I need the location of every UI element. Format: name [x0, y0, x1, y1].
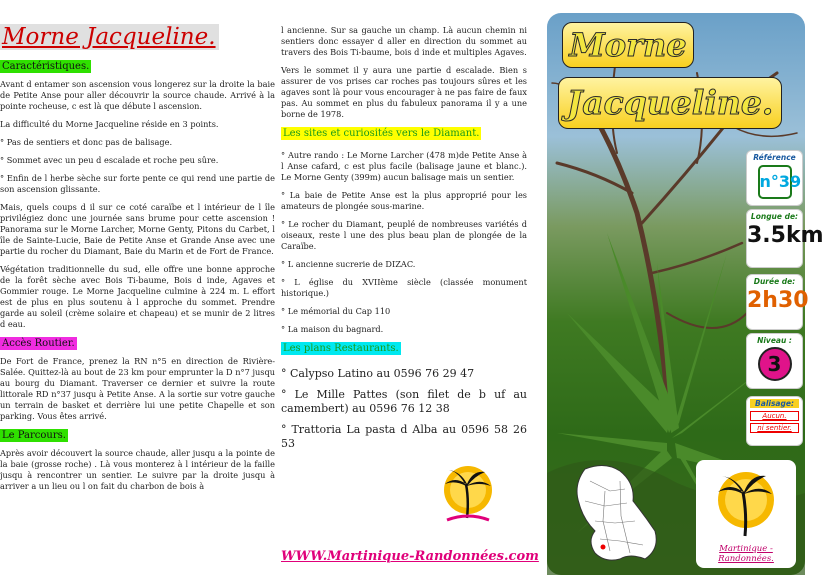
- list-item: ° L ancienne sucrerie de DIZAC.: [281, 259, 416, 269]
- palm-logo-icon: [433, 460, 503, 530]
- page-title: Morne Jacqueline.: [0, 24, 219, 50]
- paragraph: Végétation traditionnelle du sud, elle offre une bonne approche de la forêt sèche avec Bois Ti-baume, Bois d inde, Agaves et Gommier rouge. Le Morne Jacqueline culmine à 224 m. L effort est de plus en plus soutenu à l approche du sommet. Prendre garde au soleil (crème solaire et chapeau) et se munir de 2 litres d eau.: [0, 264, 275, 329]
- paragraph: ° Pas de sentiers et donc pas de balisage.: [0, 137, 173, 147]
- restaurant-item: ° Le Mille Pattes (son filet de b uf au camembert) au 0596 76 12 38: [281, 388, 527, 415]
- balisage-card: [746, 396, 803, 446]
- left-column: [0, 0, 275, 499]
- duration-card: [746, 274, 809, 330]
- heading-parcours: Le Parcours.: [2, 430, 66, 441]
- list-item: ° La baie de Petite Anse est la plus approprié pour les amateurs de plongée sous-marine.: [281, 190, 527, 211]
- list-item: ° La maison du bagnard.: [281, 324, 384, 334]
- reference-label: Référence: [753, 153, 796, 162]
- paragraph: Mais, quels coups d il sur ce coté caraïbe et l intérieur de l île privilégiez donc une journée sans brume pour cette ascension ! Panorama sur le Morne Larcher, Morne Genty, Pitons du Carbet, l île de Sainte-Lucie, Baie de Petite Anse et Grande Anse avec une partie du rocher du Diamant, Baie du Marin et de Fort de France.: [0, 202, 275, 256]
- heading-restaurants: Les plans Restaurants.: [283, 343, 399, 354]
- website-link[interactable]: WWW.Martinique-Randonnées.com: [281, 549, 539, 564]
- level-card: [746, 333, 803, 389]
- paragraph: Vers le sommet il y aura une partie d escalade. Bien s assurer de vos prises car roches pas toujours sûres et les agaves sont là pour vous encourager à ne pas faire de faux pas. Au sommet en plus du fabuleux panorama il y a une borne de 1978.: [281, 65, 527, 119]
- list-item: ° L église du XVIIème siècle (classée monument historique.): [281, 277, 527, 298]
- middle-column: [281, 0, 527, 458]
- logo-caption: Martinique - Randonnées.: [718, 544, 774, 564]
- list-item: ° Autre rando : Le Morne Larcher (478 m)de Petite Anse à l Anse cafard, c est plus facile (balisage jaune et blanc.). Le Morne Genty (399m) aucun balisage mais un sentier.: [281, 150, 527, 182]
- heading-sites: Les sites et curiosités vers le Diamant.: [283, 128, 480, 139]
- duration-label: Durée de:: [753, 277, 796, 286]
- paragraph: Après avoir découvert la source chaude, aller jusqu a la pointe de la baie (grosse roche) . Là vous monterez à l intérieur de la faille jusqu à rencontrer un sentier. Le suivre par la droite jusqu à arriver a un lieu ou l on fait du charbon de bois à: [0, 448, 275, 491]
- paragraph: La difficulté du Morne Jacqueline réside en 3 points.: [0, 119, 219, 129]
- balisage-value: Aucun.: [750, 411, 799, 421]
- restaurant-item: ° Trattoria La pasta d Alba au 0596 58 26 53: [281, 423, 527, 450]
- cover-title-line1: Morne: [562, 22, 694, 68]
- length-value: 3.5km: [747, 223, 824, 248]
- cover-title-line2: Jacqueline.: [558, 77, 782, 129]
- heading-caracteristiques: Caractéristiques.: [2, 61, 90, 72]
- martinique-randonnees-logo: [696, 460, 796, 568]
- palm-logo-icon: [696, 460, 796, 550]
- level-label: Niveau :: [757, 336, 792, 345]
- heading-acces-routier: Accès Routier.: [2, 338, 75, 349]
- length-card: [746, 209, 824, 268]
- list-item: ° Le rocher du Diamant, peuplé de nombreuses variétés d oiseaux, reste l une des plus beau plan de plongée de la Caraïbe.: [281, 219, 527, 251]
- paragraph: l ancienne. Sur sa gauche un champ. Là aucun chemin ni sentiers donc essayer d aller en direction du sommet au travers des Bois Ti-baume, bois d inde et multiples Agaves.: [281, 25, 527, 57]
- balisage-label: Balisage:: [750, 399, 799, 408]
- balisage-value: ni sentier.: [750, 423, 799, 433]
- duration-value: 2h30: [747, 288, 809, 313]
- reference-value: n°39: [758, 165, 792, 199]
- martinique-map-icon: [565, 461, 665, 566]
- paragraph: ° Enfin de l herbe sèche sur forte pente ce qui rend une partie de son ascension glissante.: [0, 173, 275, 194]
- length-label: Longue de:: [750, 212, 799, 221]
- paragraph: ° Sommet avec un peu d escalade et roche peu sûre.: [0, 155, 219, 165]
- level-value: 3: [758, 347, 792, 381]
- paragraph: De Fort de France, prenez la RN n°5 en direction de Rivière-Salée. Quittez-là au bout de 23 km pour emprunter la D n°7 jusqu au bourg du Diamant. Traverser ce dernier et suivre la route littorale RD n°37 jusqu à Petite Anse. A la sortie sur votre gauche un terrain de basket et derrière lui une petite Chapelle et son parking. Vous êtes arrivé.: [0, 356, 275, 421]
- list-item: ° Le mémorial du Cap 110: [281, 306, 391, 316]
- reference-card: [746, 150, 803, 206]
- restaurant-item: ° Calypso Latino au 0596 76 29 47: [281, 367, 475, 380]
- cover-panel: [547, 13, 824, 575]
- paragraph: Avant d entamer son ascension vous longerez sur la droite la baie de Petite Anse pour aller découvrir la source chaude. Arrivé à la pointe rocheuse, c est là que débute l ascension.: [0, 79, 275, 111]
